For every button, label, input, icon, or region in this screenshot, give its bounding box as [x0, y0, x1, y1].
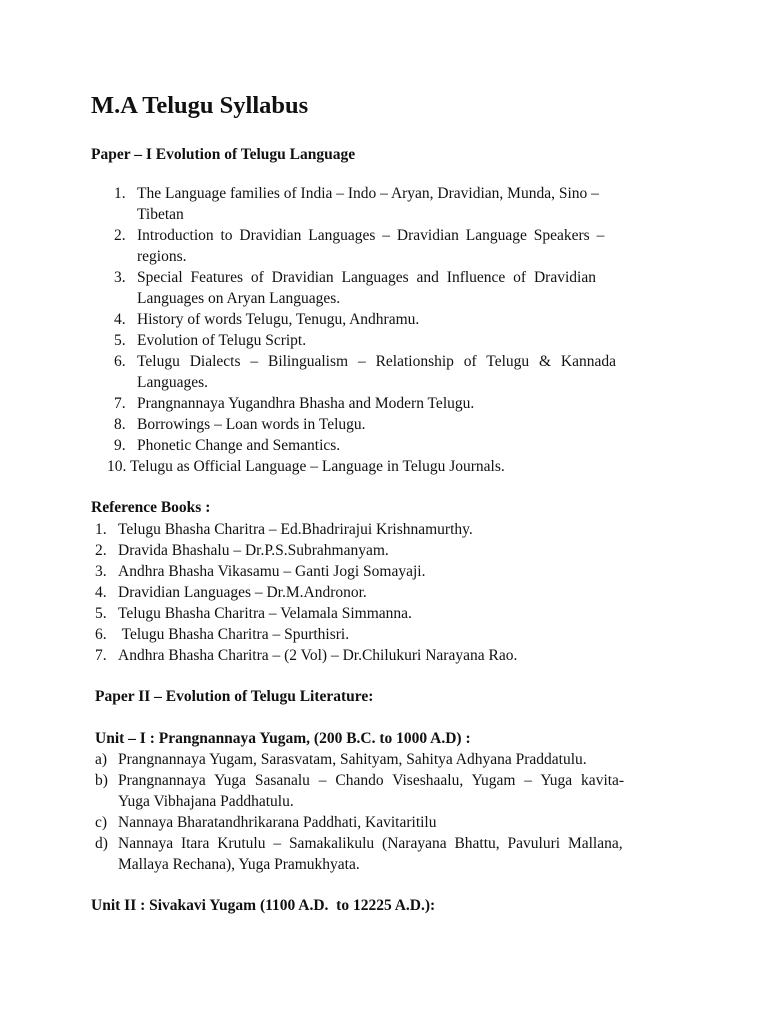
item-text-cont: Tibetan [137, 206, 184, 223]
item-number: 3. [114, 269, 126, 286]
item-text: Introduction to Dravidian Languages – Dravidian Language Speakers – [137, 227, 605, 244]
item-number: 6. [95, 626, 107, 643]
item-text: Telugu as Official Language – Language in Telugu Journals. [130, 458, 505, 475]
item-text: Andhra Bhasha Vikasamu – Ganti Jogi Somayaji. [118, 563, 426, 580]
item-text: Nannaya Bharatandhrikarana Paddhati, Kavitaritilu [118, 814, 437, 831]
item-text: Telugu Bhasha Charitra – Spurthisri. [118, 626, 350, 643]
unit1-heading: Unit – I : Prangnannaya Yugam, (200 B.C. to 1000 A.D) : [95, 730, 471, 747]
item-text: Andhra Bhasha Charitra – (2 Vol) – Dr.Chilukuri Narayana Rao. [118, 647, 518, 664]
item-text: Telugu Bhasha Charitra – Ed.Bhadrirajui Krishnamurthy. [118, 521, 473, 538]
item-letter: c) [95, 814, 108, 831]
item-line: The Language families of India – Indo – Aryan, Dravidian, Munda, Sino – [137, 185, 599, 202]
reference-books-heading: Reference Books : [91, 499, 211, 516]
item-text-cont: regions. [137, 248, 187, 265]
item-letter: a) [95, 751, 108, 768]
item-number: 7. [114, 395, 126, 412]
list-item [114, 226, 678, 268]
page-title: M.A Telugu Syllabus [91, 92, 309, 119]
item-number: 4. [114, 311, 126, 328]
list-item [114, 184, 678, 226]
item-number: 8. [114, 416, 126, 433]
list-item [95, 834, 678, 876]
item-number: 5. [95, 605, 107, 622]
item-number: 2. [95, 542, 107, 559]
item-text: Dravidian Languages – Dr.M.Andronor. [118, 584, 367, 601]
item-text [137, 184, 678, 205]
list-item [114, 268, 678, 310]
item-text: Prangnannaya Yugam, Sarasvatam, Sahityam, Sahitya Adhyana Praddatulu. [118, 751, 587, 768]
item-number: 3. [95, 563, 107, 580]
item-letter: d) [95, 835, 108, 852]
unit2-heading: Unit II : Sivakavi Yugam (1100 A.D. to 12225 A.D.): [91, 897, 436, 914]
item-text-cont: Languages on Aryan Languages. [137, 290, 341, 307]
item-number: 2. [114, 227, 126, 244]
item-number: 5. [114, 332, 126, 349]
item-number: 6. [114, 353, 126, 370]
item-number: 7. [95, 647, 107, 664]
item-number: 9. [114, 437, 126, 454]
list-item [114, 352, 678, 394]
item-text: History of words Telugu, Tenugu, Andhramu. [137, 311, 420, 328]
item-text-cont: Mallaya Rechana), Yuga Pramukhyata. [118, 856, 360, 873]
item-text: Telugu Bhasha Charitra – Velamala Simmanna. [118, 605, 412, 622]
list-item [95, 771, 678, 813]
paper2-heading: Paper II – Evolution of Telugu Literature: [95, 688, 374, 705]
item-text: Nannaya Itara Krutulu – Samakalikulu (Narayana Bhattu, Pavuluri Mallana, [118, 835, 623, 852]
item-text: Dravida Bhashalu – Dr.P.S.Subrahmanyam. [118, 542, 389, 559]
paper1-heading: Paper – I Evolution of Telugu Language [91, 146, 356, 163]
item-text-cont: Languages. [137, 374, 209, 391]
item-text: Evolution of Telugu Script. [137, 332, 307, 349]
item-text: Prangnannaya Yugandhra Bhasha and Modern Telugu. [137, 395, 475, 412]
item-number: 1. [114, 185, 126, 202]
item-text: Phonetic Change and Semantics. [137, 437, 341, 454]
item-text: Telugu Dialects – Bilingualism – Relationship of Telugu & Kannada [137, 353, 617, 370]
item-text: Prangnannaya Yuga Sasanalu – Chando Viseshaalu, Yugam – Yuga kavita- [118, 772, 625, 789]
item-text-cont: Yuga Vibhajana Paddhatulu. [118, 793, 294, 810]
item-text: Borrowings – Loan words in Telugu. [137, 416, 366, 433]
item-number: 4. [95, 584, 107, 601]
item-number: 1. [95, 521, 107, 538]
item-number: 10. [107, 458, 127, 475]
item-letter: b) [95, 772, 108, 789]
item-text: Special Features of Dravidian Languages and Influence of Dravidian [137, 269, 596, 286]
